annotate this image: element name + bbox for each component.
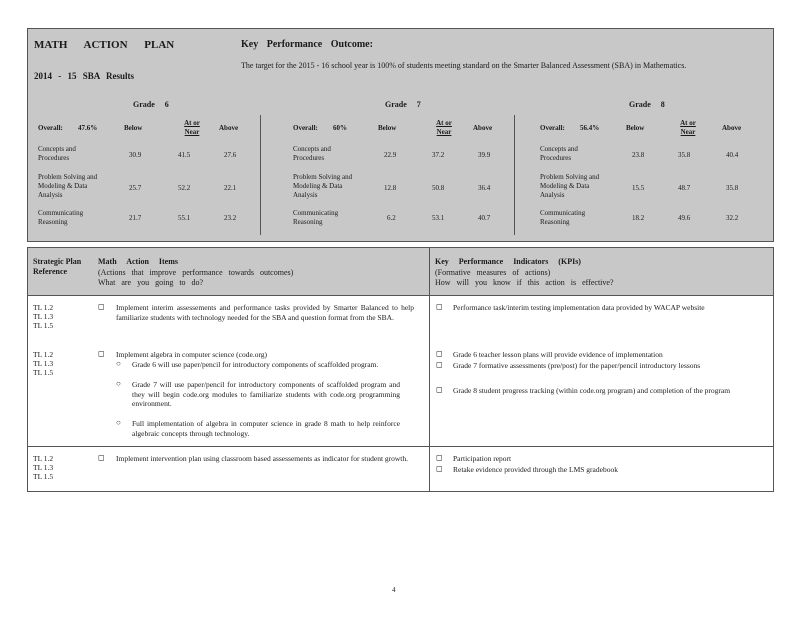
row-2-ref-3: TL 1.5	[33, 368, 54, 377]
grade-8-col-near: At or Near	[680, 119, 696, 136]
row-3-ref-2: TL 1.3	[33, 463, 54, 472]
row-3-kpi-2: Retake evidence provided through the LMS gradebook	[453, 465, 618, 474]
header-action-items-question: What are you going to do?	[98, 278, 204, 287]
grade-7-row-2-near: 50.8	[432, 184, 445, 192]
row-2-ref-1: TL 1.2	[33, 350, 54, 359]
grade-7-row-3-label: Communicating Reasoning	[293, 209, 339, 226]
row-1-ref-2: TL 1.3	[33, 312, 54, 321]
grade-6-row-2-above: 22.1	[224, 184, 237, 192]
sba-subtitle: 2014 - 15 SBA Results	[34, 71, 135, 81]
grade-8-row-2-label: Problem Solving and Modeling & Data Analysis	[540, 173, 600, 199]
row-2-sub-3: Full implementation of algebra in computer science in grade 8 math to help reinforce algebraic concepts through technology.	[132, 419, 400, 438]
grade-6-overall-label: Overall:	[38, 124, 63, 132]
header-kpi: Key Performance Indicators (KPIs)	[435, 257, 581, 266]
grade-8-row-3-below: 18.2	[632, 214, 645, 222]
grade-8-row-1-above: 40.4	[726, 151, 739, 159]
bullet-icon: ◻	[98, 453, 105, 462]
grade-8-row-3-above: 32.2	[726, 214, 739, 222]
row-3-action: Implement intervention plan using classroom based assessements as indicator for student growth.	[116, 454, 409, 463]
bullet-icon: ◻	[436, 464, 443, 473]
grade-8-overall-label: Overall:	[540, 124, 565, 132]
sub-bullet-icon: ○	[116, 379, 121, 388]
grade-7-row-2-label: Problem Solving and Modeling & Data Analysis	[293, 173, 353, 199]
row-1-ref-3: TL 1.5	[33, 321, 54, 330]
grade-6-heading: Grade 6	[133, 100, 169, 109]
grade-6-overall-value: 47.6%	[78, 124, 98, 132]
grade-6-row-2-label: Problem Solving and Modeling & Data Analysis	[38, 173, 98, 199]
grade-6-row-3-below: 21.7	[129, 214, 142, 222]
header-kpi-question: How will you know if this action is effective?	[435, 278, 614, 287]
grade-7-col-near: At or Near	[436, 119, 452, 136]
grade-6-col-near: At or Near	[184, 119, 200, 136]
grade-6-row-3-above: 23.2	[224, 214, 237, 222]
page-number: 4	[392, 586, 396, 594]
row-2-action: Implement algebra in computer science (code.org)	[116, 350, 268, 359]
row-1-action: Implement interim assessements and performance tasks provided by Smarter Balanced to help familiarize students with technology needed for the SBA and question format from the SBA.	[116, 303, 414, 322]
header-plan-reference: Strategic Plan Reference	[33, 257, 82, 276]
bullet-icon: ◻	[436, 385, 443, 394]
row-3-ref-3: TL 1.5	[33, 472, 54, 481]
grade-8-row-2-above: 35.8	[726, 184, 739, 192]
row-1-kpi: Performance task/interim testing implementation data provided by WACAP website	[453, 303, 705, 312]
grade-7-row-2-below: 12.8	[384, 184, 397, 192]
row-3-ref-1: TL 1.2	[33, 454, 54, 463]
bullet-icon: ◻	[98, 349, 105, 358]
grade-7-row-1-below: 22.9	[384, 151, 397, 159]
grade-7-col-above: Above	[473, 124, 493, 132]
grade-7-overall-value: 60%	[333, 124, 347, 132]
grade-7-col-below: Below	[378, 124, 397, 132]
grade-8-row-1-below: 23.8	[632, 151, 645, 159]
grade-8-col-below: Below	[626, 124, 645, 132]
grade-6-row-1-below: 30.9	[129, 151, 142, 159]
grade-8-row-3-label: Communicating Reasoning	[540, 209, 586, 226]
grade-6-col-below: Below	[124, 124, 143, 132]
grade-7-row-1-above: 39.9	[478, 151, 491, 159]
grade-6-row-3-near: 55.1	[178, 214, 191, 222]
grade-6-col-above: Above	[219, 124, 239, 132]
grade-8-heading: Grade 8	[629, 100, 665, 109]
row-2-sub-1: Grade 6 will use paper/pencil for introductory components of scaffolded program.	[132, 360, 379, 369]
sub-bullet-icon: ○	[116, 359, 121, 368]
grade-8-row-1-near: 35.8	[678, 151, 691, 159]
grade-7-row-1-near: 37.2	[432, 151, 445, 159]
sba-results-panel	[27, 28, 774, 242]
bullet-icon: ◻	[436, 349, 443, 358]
grade-8-row-2-below: 15.5	[632, 184, 645, 192]
action-plan-header	[28, 248, 773, 296]
bullet-icon: ◻	[436, 302, 443, 311]
grade-7-overall-label: Overall:	[293, 124, 318, 132]
grade-6-row-1-above: 27.6	[224, 151, 237, 159]
grade-6-row-1-label: Concepts and Procedures	[38, 145, 76, 162]
grade-8-row-3-near: 49.6	[678, 214, 691, 222]
row-1-ref-1: TL 1.2	[33, 303, 54, 312]
header-action-items: Math Action Items	[98, 257, 178, 266]
grade-6-row-3-label: Communicating Reasoning	[38, 209, 84, 226]
grade-7-row-3-below: 6.2	[387, 214, 396, 222]
row-3-kpi-1: Participation report	[453, 454, 512, 463]
grade-6-row-1-near: 41.5	[178, 151, 191, 159]
row-2-ref-2: TL 1.3	[33, 359, 54, 368]
kpo-text: The target for the 2015 - 16 school year is 100% of students meeting standard on the Smarter Balanced Assessment (SBA) in Mathematics.	[241, 61, 687, 70]
grade-8-overall-value: 56.4%	[580, 124, 600, 132]
grade-7-row-2-above: 36.4	[478, 184, 491, 192]
bullet-icon: ◻	[436, 453, 443, 462]
grade-8-row-2-near: 48.7	[678, 184, 691, 192]
row-2-kpi-1: Grade 6 teacher lesson plans will provide evidence of implementation	[453, 350, 663, 359]
grade-7-heading: Grade 7	[385, 100, 421, 109]
grade-6-row-2-below: 25.7	[129, 184, 142, 192]
kpo-label: Key Performance Outcome:	[241, 39, 373, 50]
grade-7-row-1-label: Concepts and Procedures	[293, 145, 331, 162]
sub-bullet-icon: ○	[116, 418, 121, 427]
grade-7-row-3-above: 40.7	[478, 214, 491, 222]
grade-8-row-1-label: Concepts and Procedures	[540, 145, 578, 162]
row-2-kpi-3: Grade 8 student progress tracking (within code.org program) and completion of the program	[453, 386, 731, 395]
header-action-items-sub: (Actions that improve performance towards outcomes)	[98, 268, 294, 277]
action-plan-table	[27, 247, 774, 492]
row-2-sub-2: Grade 7 will use paper/pencil for introductory components of scaffolded program and they will begin code.org modules to familiarize students with code.org programming environment.	[132, 380, 400, 408]
bullet-icon: ◻	[436, 360, 443, 369]
grade-7-row-3-near: 53.1	[432, 214, 445, 222]
bullet-icon: ◻	[98, 302, 105, 311]
grade-6-row-2-near: 52.2	[178, 184, 191, 192]
header-kpi-sub: (Formative measures of actions)	[435, 268, 551, 277]
grade-8-col-above: Above	[722, 124, 742, 132]
plan-title: MATH ACTION PLAN	[34, 39, 175, 51]
row-2-kpi-2: Grade 7 formative assessments (pre/post) for the paper/pencil introductory lessons	[453, 361, 701, 370]
